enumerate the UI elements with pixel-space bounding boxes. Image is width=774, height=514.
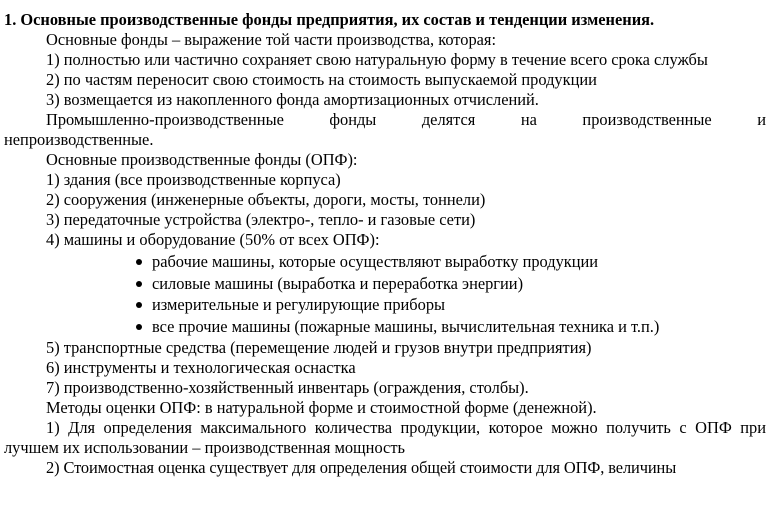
method-1-paragraph: 1) Для определения максимального количества продукции, которое можно получить с ОПФ при лучшем их использовании – производственная мощность [4,418,766,458]
opf-item-4: 4) машины и оборудование (50% от всех ОПФ): [46,230,380,249]
opf-item-6: 6) инструменты и технологическая оснастка [46,358,356,378]
opf-list-title: Основные производственные фонды (ОПФ): [46,150,358,169]
intro-paragraph: Основные фонды – выражение той части производства, которая: [46,30,497,49]
section-heading: 1. Основные производственные фонды предприятия, их состав и тенденции изменения. [4,10,655,29]
division-paragraph-line2: непроизводственные. [4,130,154,149]
bullet-item [4,316,766,338]
property-item-3: 3) возмещается из накопленного фонда амортизационных отчислений. [46,90,539,109]
opf-item-3: 3) передаточные устройства (электро-, тепло- и газовые сети) [46,210,476,229]
bullet-text: измерительные и регулирующие приборы [152,295,446,315]
opf-item-5: 5) транспортные средства (перемещение людей и грузов внутри предприятия) [46,338,592,358]
opf-item-2: 2) сооружения (инженерные объекты, дороги, мосты, тоннели) [46,190,486,209]
division-paragraph-line1: Промышленно-производственные фонды делятся на производственные и [46,110,766,129]
bullet-dot-icon [136,259,142,265]
bullet-item [4,273,766,295]
bullet-dot-icon [136,302,142,308]
bullet-text: все прочие машины (пожарные машины, вычислительная техника и т.п.) [152,316,660,336]
bullet-text: силовые машины (выработка и переработка энергии) [152,273,524,293]
bullet-item [4,294,766,316]
methods-paragraph: Методы оценки ОПФ: в натуральной форме и стоимостной форме (денежной). [46,398,597,418]
bullet-text: рабочие машины, которые осуществляют выработку продукции [152,252,599,271]
bullet-dot-icon [136,281,142,287]
property-item-2: 2) по частям переносит свою стоимость на стоимость выпускаемой продукции [46,70,597,89]
bullet-dot-icon [136,324,142,330]
machine-bullet-list [4,251,766,337]
opf-item-1: 1) здания (все производственные корпуса) [46,170,341,189]
property-item-1: 1) полностью или частично сохраняет свою натуральную форму в течение всего срока службы [46,50,708,69]
opf-item-7: 7) производственно-хозяйственный инвентарь (ограждения, столбы). [46,378,529,398]
method-2-paragraph: 2) Стоимостная оценка существует для определения общей стоимости для ОПФ, величины [46,458,677,478]
bullet-item [4,251,766,273]
document-body [4,10,766,478]
